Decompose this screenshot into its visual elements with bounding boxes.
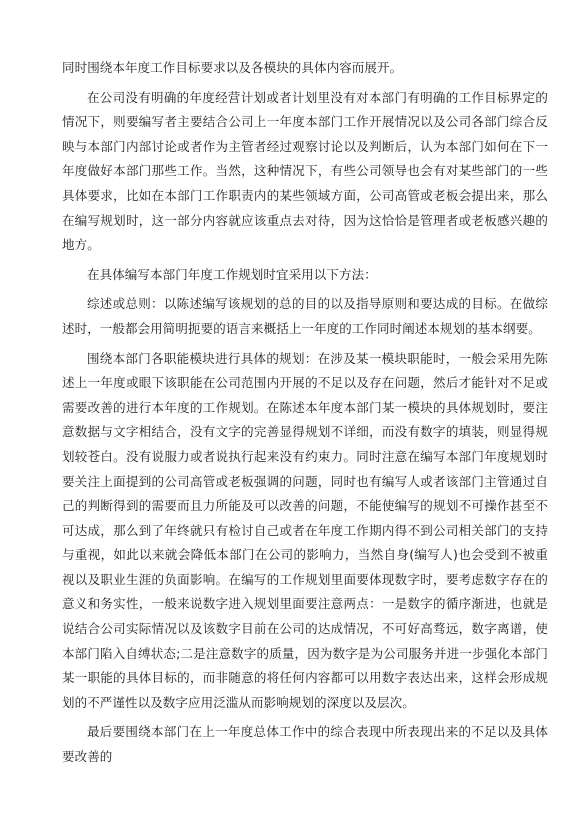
paragraph-overview: 综述或总则：以陈述编写该规划的总的目的以及指导原则和要达成的目标。在做综述时，一般都会用简明扼要的语言来概括上一年度的工作同时阐述本规划的基本纲要。 [62,296,548,336]
paragraph-continuation: 同时围绕本年度工作目标要求以及各模块的具体内容而展开。 [62,60,403,75]
paragraph-module-planning: 围绕本部门各职能模块进行具体的规划：在涉及某一模块职能时，一般会采用先陈述上一年度或眼下该职能在公司范围内开展的不足以及存在问题，然后才能针对不足或需要改善的进行本年度的工作规划。在陈述本年度本部门某一模块的具体规划时，要注意数据与文字相结合，没有文字的完善显得规划不详细，而没有数字的填装，则显得规划较苍白。没有说服力或者说执行起来没有约束力。同时注意在编写本部门年度规划时要关注上面提到的公司高管或老板强调的问题，同时也有编写人或者该部门主管通过自己的判断得到的需要而且力所能及可以改善的问题，不能使编写的规划不可操作甚至不可达成，那么到了年终就只有检讨自己或者在年度工作期内得不到公司相关部门的支持与重视，如此以来就会降低本部门在公司的影响力，当然自身(编写人)也会受到不被重视以及职业生涯的负面影响。在编写的工作规划里面要体现数字时，要考虑数字存在的意义和务实性，一般来说数字进入规划里面要注意两点：一是数字的循序渐进，也就是说结合公司实际情况以及该数字目前在公司的达成情况，不可好高骛远，数字离谱，使本部门陷入自缚状态;二是注意数字的质量，因为数字是为公司服务并进一步强化本部门某一职能的具体目标的，而非随意的将任何内容都可以用数字表达出来，这样会形成规划的不严谨性以及数字应用泛滥从而影响规划的深度以及层次。 [62,350,548,710]
paragraph-no-plan-case: 在公司没有明确的年度经营计划或者计划里没有对本部门有明确的工作目标界定的情况下，则要编写者主要结合公司上一年度本部门工作开展情况以及公司各部门综合反映与本部门内部讨论或者作为主管者经过观察讨论以及判断后，认为本部门如何在下一年度做好本部门那些工作。当然，这种情况下，有些公司领导也会有对某些部门的一些具体要求，比如在本部门工作职责内的某些领域方面，公司高管或老板会提出来，那么在编写规划时，这一部分内容就应该重点去对待，因为这恰恰是管理者或老板感兴趣的地方。 [62,89,548,253]
paragraph-methods-intro: 在具体编写本部门年度工作规划时宜采用以下方法： [87,266,377,282]
document-page [62,56,548,775]
paragraph-final: 最后要围绕本部门在上一年度总体工作中的综合表现中所表现出来的不足以及具体要改善的 [62,724,548,765]
